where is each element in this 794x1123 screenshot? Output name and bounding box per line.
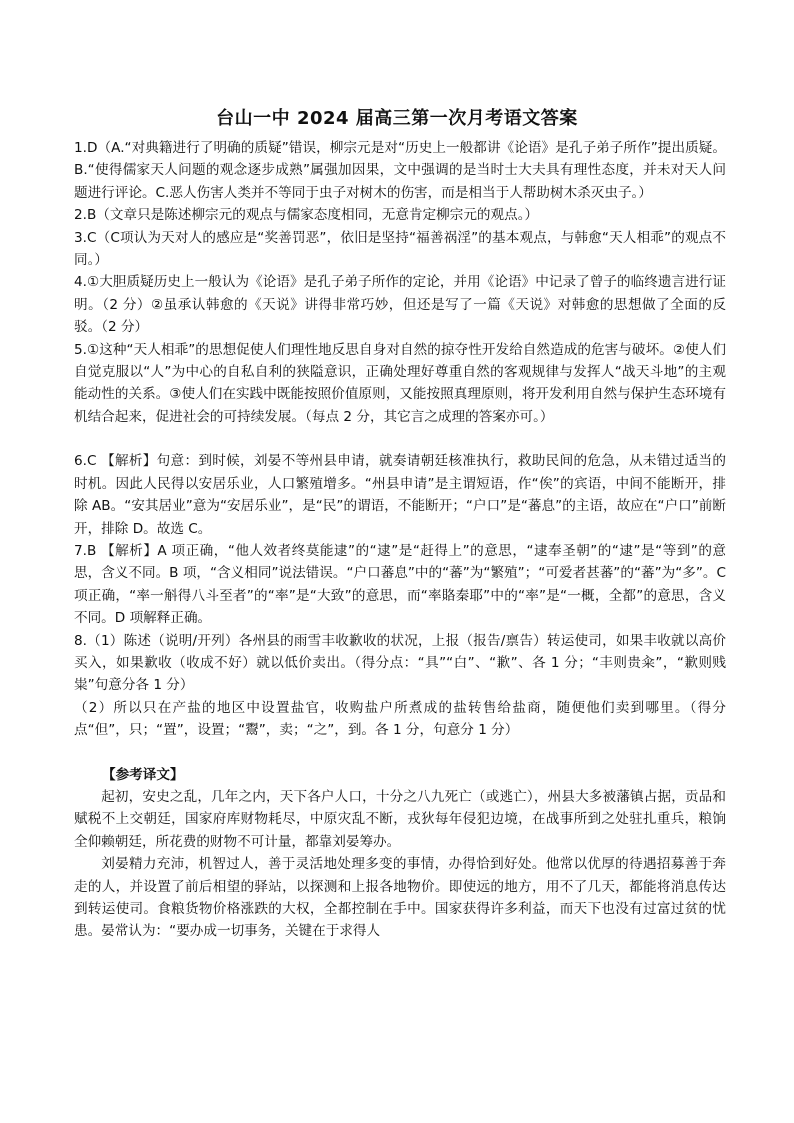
answer-1: 1.D（A.“对典籍进行了明确的质疑”错误，柳宗元是对“历史上一般都讲《论语》是孔子弟子所作”提出质疑。B.“使得儒家天人问题的观念逐步成熟”属强加因果，文中强调的是当时士大夫具有理性态度，并未对天人问题进行评论。C.恶人伤害人类并不等同于虫子对树木的伤害，而是相当于人帮助树木杀灭虫子。） (74, 140, 726, 201)
answer-2: 2.B（文章只是陈述柳宗元的观点与儒家态度相同，无意肯定柳宗元的观点。） (74, 207, 539, 224)
section-gap (74, 428, 726, 450)
answer-7: 7.B 【解析】A 项正确，“他人效者终莫能逮”的“逮”是“赶得上”的意思，“逮奉圣朝”的“逮”是“等到”的意思，含义不同。B 项，“含义相同”说法错误。“户口蕃息”中的“蕃”为“繁殖”；“可爱者甚蕃”的“蕃”为“多”。C 项正确，“率一斛得八斗至者”的“率”是“大致”的意思，而“率賂秦耶”中的“率”是“一概，全都”的意思，含义不同。D 项解释正确。 (74, 542, 726, 627)
translation-paragraph: 刘晏精力充沛，机智过人，善于灵活地处理多变的事情，办得恰到好处。他常以优厚的待遇招募善于奔走的人，并设置了前后相望的驿站，以探测和上报各地物价。即使远的地方，用不了几天，都能将消息传达到转运使司。食粮货物价格涨跌的大权，全都控制在手中。国家获得许多利益，而天下也没有过富过贫的忧患。晏常认为：“要办成一切事务，关键在于求得人 (74, 856, 726, 940)
translation-heading: 【参考译文】 (102, 766, 184, 783)
answer-4: 4.①大胆质疑历史上一般认为《论语》是孔子弟子所作的定论，并用《论语》中记录了曾子的临终遗言进行证明。（2 分）②虽承认韩愈的《天说》讲得非常巧妙，但还是写了一篇《天说》对韩愈的思想做了全面的反驳。（2 分） (74, 274, 726, 336)
answer-8-part-2: （2）所以只在产盐的地区中设置盐官，收购盐户所煮成的盐转售给盐商，随便他们卖到哪里。（得分点“但”，只；“置”，设置；“鬻”，卖；“之”，到。各 1 分，句意分 1 分） (74, 699, 726, 739)
answer-8-part-1: 8.（1）陈述（说明/开列）各州县的雨雪丰收歉收的状况，上报（报告/禀告）转运使司，如果丰收就以高价买入，如果歉收（收成不好）就以低价卖出。（得分点：“具”“白”、“歉”、各 1 分；“丰则贵籴”，“歉则贱粜”句意分各 1 分） (74, 632, 726, 694)
document-title: 台山一中 2024 届高三第一次月考语文答案 (216, 108, 578, 129)
section-gap (74, 742, 726, 764)
translation-paragraph: 起初，安史之乱，几年之内，天下各户人口，十分之八九死亡（或逃亡），州县大多被藩镇占据，贡品和赋税不上交朝廷，国家府库财物耗尽，中原灾乱不断，戎狄每年侵犯边境，在战事所到之处驻扎重兵，粮饷全仰赖朝廷，所花费的财物不可计量，都靠刘晏筹办。 (74, 788, 726, 850)
answer-3: 3.C（C项认为天对人的感应是“奖善罚恶”，依旧是坚持“福善祸淫”的基本观点，与韩愈“天人相乖”的观点不同。） (74, 229, 726, 269)
answer-6: 6.C 【解析】句意：到时候，刘晏不等州县申请，就奏请朝廷核准执行，救助民间的危急，从未错过适当的时机。因此人民得以安居乐业，人口繁殖增多。“州县申请”是主谓短语，作“俟”的宾语，中间不能断开，排除 AB。“安其居业”意为“安居乐业”，是“民”的谓语，不能断开；“户口”是“蕃息”的主语，故应在“户口”前断开，排除 D。故选 C。 (74, 453, 726, 537)
answer-5: 5.①这种“天人相乖”的思想促使人们理性地反思自身对自然的掠夺性开发给自然造成的危害与破坏。②使人们自觉克服以“人”为中心的自私自利的狭隘意识，正确处理好尊重自然的客观规律与发挥人“战天斗地”的主观能动性的关系。③使人们在实践中既能按照价值原则，又能按照真理原则，将开发利用自然与保护生态环境有机结合起来，促进社会的可持续发展。（每点 2 分，其它言之成理的答案亦可。） (74, 341, 726, 425)
document-body (74, 137, 726, 943)
